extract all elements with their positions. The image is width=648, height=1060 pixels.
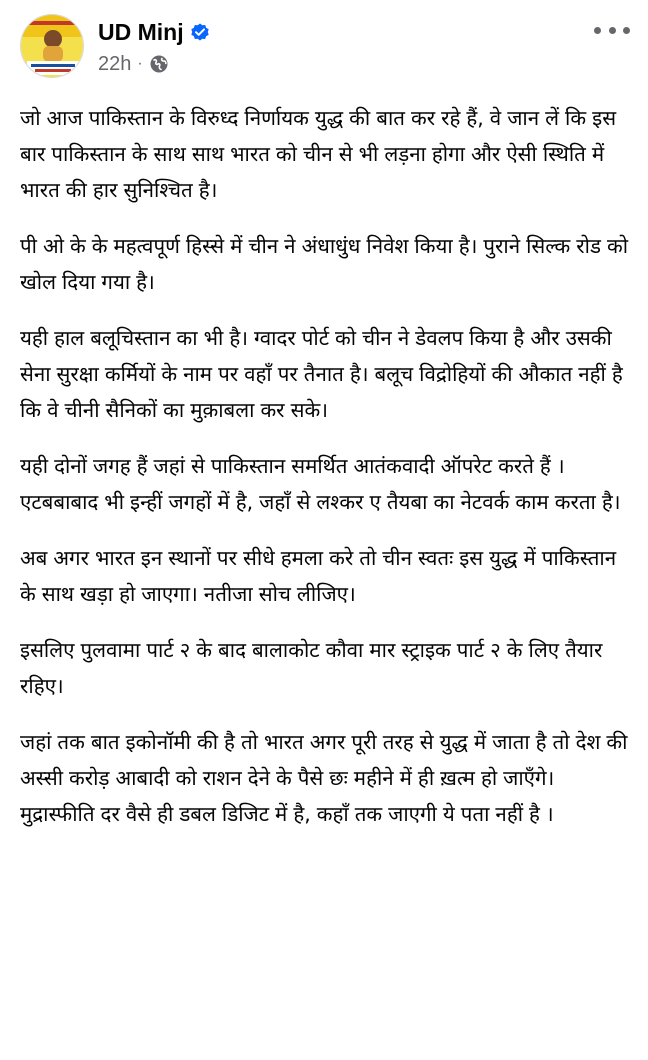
post-meta (98, 52, 169, 76)
post-timestamp[interactable]: 22h (98, 53, 132, 75)
more-dot (623, 27, 630, 34)
post-paragraph: पी ओ के के महत्वपूर्ण हिस्से में चीन ने अंधाधुंध निवेश किया है। पुराने सिल्क रोड को खोल दिया गया है। (20, 234, 629, 294)
post-body (20, 100, 634, 852)
post-paragraph: जो आज पाकिस्तान के विरुध्द निर्णायक युद्ध की बात कर रहे हैं, वे जान लें कि इस बार पाकिस्तान के साथ साथ भारत को चीन से भी लड़ना होगा और ऐसी स्थिति में भारत की हार सुनिश्चित है। (20, 106, 617, 202)
post-header (0, 0, 648, 96)
post-paragraph: अब अगर भारत इन स्थानों पर सीधे हमला करे तो चीन स्वतः इस युद्ध में पाकिस्तान के साथ खड़ा हो जाएगा। नतीजा सोच लीजिए। (20, 546, 617, 606)
more-dot (594, 27, 601, 34)
verified-badge-icon (190, 22, 210, 42)
profile-photo-icon[interactable] (20, 14, 84, 78)
post-paragraph: यही दोनों जगह हैं जहां से पाकिस्तान समर्थित आतंकवादी ऑपरेट करते हैं । एटबबाबाद भी इन्हीं जगहों में है, जहाँ से लश्कर ए तैयबा का नेटवर्क काम करता है। (20, 454, 621, 514)
globe-icon[interactable] (149, 54, 169, 74)
post-paragraph: इसलिए पुलवामा पार्ट २ के बाद बालाकोट कौवा मार स्ट्राइक पार्ट २ के लिए तैयार रहिए। (20, 638, 603, 698)
post-paragraph: यही हाल बलूचिस्तान का भी है। ग्वादर पोर्ट को चीन ने डेवलप किया है और उसकी सेना सुरक्षा कर्मियों के नाम पर वहाँ पर तैनात है। बलूच विद्रोहियों की औकात नहीं है कि वे चीनी सैनिकों का मुक़ाबला कर सके। (20, 326, 623, 422)
post-paragraph: जहां तक बात इकोनॉमी की है तो भारत अगर पूरी तरह से युद्ध में जाता है तो देश की अस्सी करोड़ आबादी को राशन देने के पैसे छः महीने में ही ख़त्म हो जाएँगे। मुद्रास्फीति दर वैसे ही डबल डिजिट में है, कहाँ तक जाएगी ये पता नहीं है । (20, 730, 628, 826)
author-row (98, 18, 210, 46)
meta-separator: · (137, 55, 143, 72)
author-name[interactable]: UD Minj (98, 19, 184, 45)
more-options-icon[interactable] (594, 20, 630, 40)
more-dot (609, 27, 616, 34)
